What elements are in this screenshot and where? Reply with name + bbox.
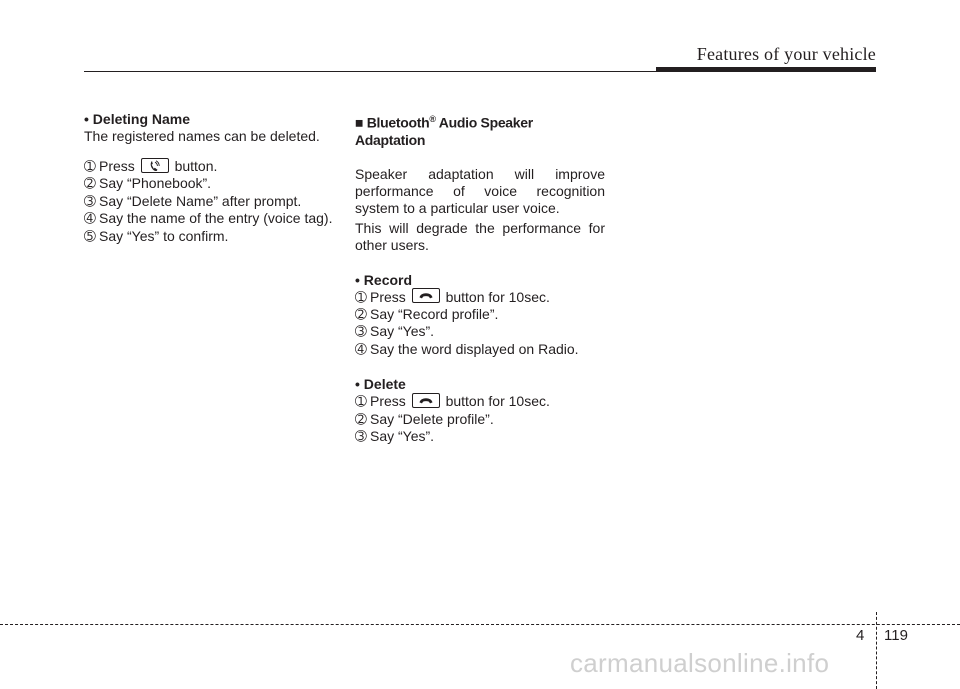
record-step-4 bbox=[355, 341, 605, 358]
deleting-name-intro: The registered names can be deleted. bbox=[84, 128, 320, 144]
record-heading: • Record bbox=[355, 271, 413, 288]
section-title-brand: Bluetooth bbox=[366, 114, 430, 131]
step-number: ➁ bbox=[355, 410, 367, 427]
end-call-button-icon bbox=[412, 288, 440, 303]
step-number: ➀ bbox=[355, 393, 367, 410]
step-text: Say “Yes”. bbox=[370, 323, 435, 340]
delete-heading: • Delete bbox=[355, 376, 406, 393]
adaptation-warning: This will degrade the performance for other users. bbox=[355, 219, 605, 253]
record-step-1 bbox=[355, 289, 605, 306]
step-4 bbox=[84, 210, 344, 227]
step-text: Press bbox=[370, 288, 406, 305]
step-number: ➃ bbox=[84, 210, 96, 227]
step-text: Say “Phonebook”. bbox=[99, 175, 212, 192]
delete-step-1 bbox=[355, 393, 605, 410]
page-header-title: Features of your vehicle bbox=[696, 44, 876, 64]
header-rule-accent bbox=[656, 67, 876, 72]
step-number: ➀ bbox=[84, 158, 96, 174]
step-text: Press bbox=[99, 158, 135, 174]
step-number: ➂ bbox=[84, 192, 96, 209]
right-column bbox=[355, 111, 605, 445]
left-column bbox=[84, 111, 344, 245]
section-title bbox=[355, 111, 605, 149]
step-text: button. bbox=[174, 158, 218, 174]
step-5 bbox=[84, 228, 344, 245]
step-text: button for 10sec. bbox=[445, 393, 550, 410]
record-step-3 bbox=[355, 323, 605, 340]
step-text: Say the word displayed on Radio. bbox=[370, 340, 579, 357]
step-text: Say “Delete Name” after prompt. bbox=[99, 192, 302, 209]
step-number: ➁ bbox=[355, 306, 367, 323]
deleting-name-heading: • Deleting Name bbox=[84, 111, 191, 127]
step-number: ➀ bbox=[355, 288, 367, 305]
section-title-rest: Audio Speaker Adaptation bbox=[355, 114, 533, 148]
chapter-number: 4 bbox=[856, 627, 865, 644]
step-2 bbox=[84, 175, 344, 192]
step-number: ➄ bbox=[84, 227, 96, 244]
page-number: 119 bbox=[884, 627, 908, 644]
section-marker: ■ bbox=[355, 114, 364, 131]
watermark: carmanualsonline.info bbox=[570, 648, 830, 678]
step-text: button for 10sec. bbox=[445, 288, 550, 305]
delete-step-3 bbox=[355, 428, 605, 445]
voice-talk-button-icon bbox=[141, 158, 169, 173]
step-number: ➂ bbox=[355, 323, 367, 340]
step-text: Say “Yes” to confirm. bbox=[99, 227, 229, 244]
end-call-button-icon bbox=[412, 393, 440, 408]
delete-step-2 bbox=[355, 411, 605, 428]
step-text: Say “Record profile”. bbox=[370, 306, 499, 323]
step-3 bbox=[84, 193, 344, 210]
step-number: ➁ bbox=[84, 175, 96, 192]
step-number: ➃ bbox=[355, 340, 367, 357]
footer-rule bbox=[0, 624, 960, 625]
footer-divider bbox=[876, 612, 877, 689]
step-number: ➂ bbox=[355, 428, 367, 444]
registered-mark: ® bbox=[429, 114, 436, 124]
adaptation-description: Speaker adaptation will improve performance of voice recognition system to a particular user voice. bbox=[355, 165, 605, 216]
step-1 bbox=[84, 158, 344, 175]
step-text: Press bbox=[370, 393, 406, 410]
step-text: Say “Yes”. bbox=[370, 428, 435, 444]
record-step-2 bbox=[355, 306, 605, 323]
step-text: Say “Delete profile”. bbox=[370, 410, 494, 427]
step-text: Say the name of the entry (voice tag). bbox=[99, 210, 333, 227]
